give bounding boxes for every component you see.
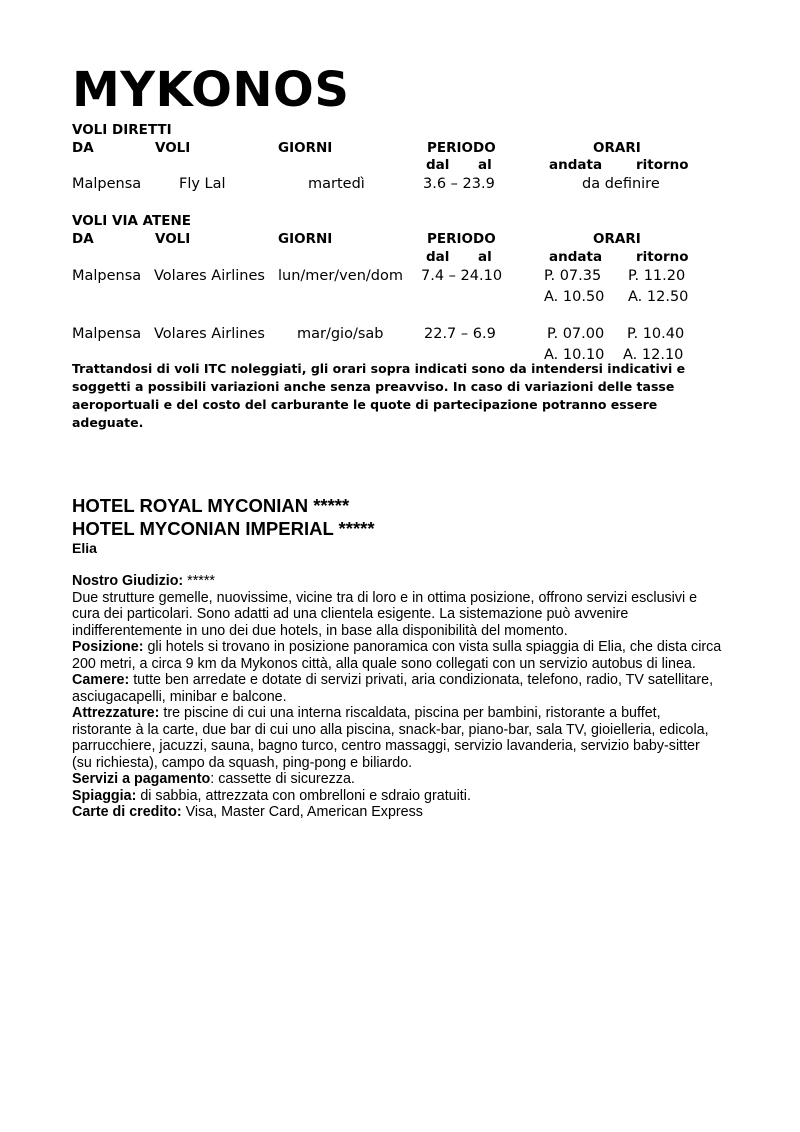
- spiaggia-text: di sabbia, attrezzata con ombrelloni e sdraio gratuiti.: [136, 787, 471, 804]
- table-cell-da: Malpensa: [72, 176, 142, 192]
- subheader-dal: dal: [426, 249, 450, 265]
- column-header-da: DA: [72, 231, 94, 247]
- spiaggia-label: Spiaggia:: [72, 787, 137, 804]
- column-header-voli: VOLI: [155, 231, 191, 247]
- carte-label: Carte di credito:: [72, 804, 182, 820]
- subheader-al: al: [478, 157, 492, 173]
- table-cell-giorni: mar/gio/sab: [297, 326, 384, 342]
- table-cell-giorni: martedì: [308, 176, 365, 192]
- table-cell-voli: Fly Lal: [179, 176, 226, 192]
- posizione-label: Posizione:: [72, 639, 144, 655]
- servizi-paragraph: [72, 771, 722, 788]
- table-cell-giorni: lun/mer/ven/dom: [278, 268, 403, 284]
- hotel-location: Elia: [72, 540, 97, 556]
- column-header-periodo: PERIODO: [427, 140, 496, 156]
- table-cell-andata: P. 07.00: [547, 326, 605, 342]
- column-header-da: DA: [72, 140, 94, 156]
- servizi-text: : cassette di sicurezza.: [210, 771, 355, 787]
- table-cell-orari: da definire: [582, 176, 660, 192]
- page-title: MYKONOS: [72, 62, 350, 118]
- camere-label: Camere:: [72, 672, 130, 688]
- section-heading-direct: VOLI DIRETTI: [72, 122, 172, 138]
- giudizio-stars: *****: [183, 573, 215, 589]
- table-cell-da: Malpensa: [72, 268, 142, 284]
- table-cell-ritorno: A. 12.10: [623, 347, 684, 363]
- table-cell-andata: A. 10.10: [544, 347, 605, 363]
- table-cell-ritorno: P. 10.40: [627, 326, 685, 342]
- table-cell-voli: Volares Airlines: [154, 268, 265, 284]
- table-cell-voli: Volares Airlines: [154, 326, 265, 342]
- table-cell-periodo: 3.6 – 23.9: [423, 176, 495, 192]
- posizione-paragraph: [72, 639, 722, 672]
- column-header-orari: ORARI: [593, 231, 641, 247]
- subheader-andata: andata: [549, 157, 603, 173]
- section-heading-via-atene: VOLI VIA ATENE: [72, 213, 191, 229]
- column-header-giorni: GIORNI: [278, 231, 333, 247]
- subheader-ritorno: ritorno: [636, 157, 689, 173]
- giudizio-label: Nostro Giudizio:: [72, 573, 184, 589]
- subheader-ritorno: ritorno: [636, 249, 689, 265]
- subheader-andata: andata: [549, 249, 603, 265]
- carte-text: Visa, Master Card, American Express: [181, 804, 423, 820]
- table-cell-periodo: 22.7 – 6.9: [424, 326, 496, 342]
- giudizio-text: Due strutture gemelle, nuovissime, vicine tra di loro e in ottima posizione, offrono servizi esclusivi e cura dei particolari. Sono adatti ad una clientela esigente. La sistemazione può avvenire indifferentemente in uno dei due hotels, in base alla disponibilità del momento.: [72, 589, 698, 639]
- table-cell-andata: A. 10.50: [544, 289, 605, 305]
- hotel-name-royal-myconian: HOTEL ROYAL MYCONIAN *****: [72, 495, 350, 516]
- attrezzature-label: Attrezzature:: [72, 705, 160, 721]
- table-cell-da: Malpensa: [72, 326, 142, 342]
- table-cell-periodo: 7.4 – 24.10: [421, 268, 503, 284]
- column-header-giorni: GIORNI: [278, 140, 333, 156]
- subheader-al: al: [478, 249, 492, 265]
- disclaimer-note: Trattandosi di voli ITC noleggiati, gli orari sopra indicati sono da intendersi indicativi e soggetti a possibili variazioni anche senza preavviso. In caso di variazioni delle tasse aeroportuali e del costo del carburante le quote di partecipazione potranno essere adeguate.: [72, 361, 686, 430]
- posizione-text: gli hotels si trovano in posizione panoramica con vista sulla spiaggia di Elia, che dista circa 200 metri, a circa 9 km da Mykonos città, alla quale sono collegati con un servizio autobus di linea.: [72, 639, 722, 672]
- attrezzature-text: tre piscine di cui una interna riscaldata, piscina per bambini, ristorante a buffet, ristorante à la carte, due bar di cui uno alla piscina, snack-bar, piano-bar, sala TV, gioielleria, edicola, parrucchiere, jacuzzi, sauna, bagno turco, centro massaggi, servizio lavanderia, servizio baby-sitter (su richiesta), campo da squash, ping-pong e biliardo.: [72, 705, 709, 771]
- subheader-dal: dal: [426, 157, 450, 173]
- table-cell-ritorno: P. 11.20: [628, 268, 686, 284]
- attrezzature-paragraph: [72, 705, 722, 771]
- column-header-periodo: PERIODO: [427, 231, 496, 247]
- camere-paragraph: [72, 672, 722, 705]
- hotel-name-myconian-imperial: HOTEL MYCONIAN IMPERIAL *****: [72, 518, 375, 539]
- hotel-description: [72, 573, 722, 821]
- column-header-orari: ORARI: [593, 140, 641, 156]
- servizi-label: Servizi a pagamento: [72, 771, 211, 787]
- table-cell-andata: P. 07.35: [544, 268, 602, 284]
- carte-paragraph: [72, 804, 722, 821]
- column-header-voli: VOLI: [155, 140, 191, 156]
- spiaggia-paragraph: [72, 788, 722, 805]
- giudizio-paragraph: [72, 573, 722, 590]
- table-cell-ritorno: A. 12.50: [628, 289, 689, 305]
- camere-text: tutte ben arredate e dotate di servizi privati, aria condizionata, telefono, radio, TV satellitare, asciugacapelli, minibar e balcone.: [72, 672, 714, 705]
